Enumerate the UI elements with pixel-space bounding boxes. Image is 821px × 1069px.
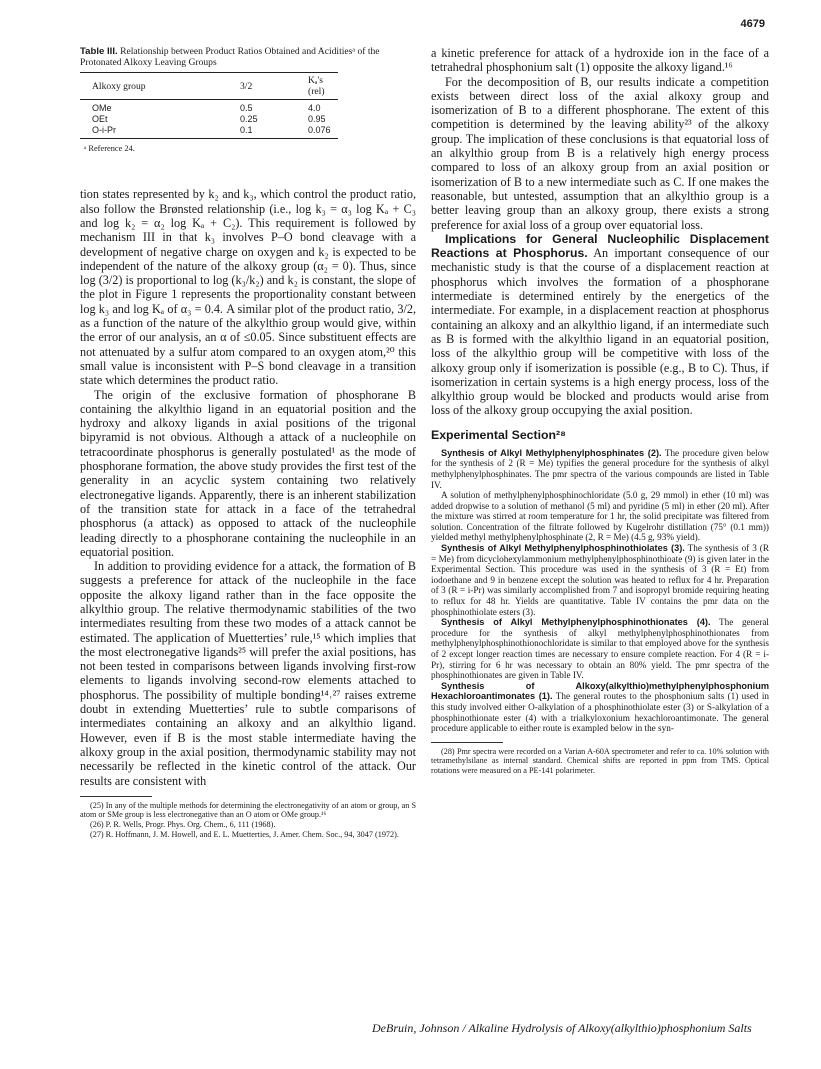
subsection-heading: Synthesis of Alkoxy(alkylthio)methylphenylphosphonium Hexachloroantimonates (1). [431,680,769,702]
footnote-rule [431,742,503,743]
body-paragraph: The origin of the exclusive formation of phosphorane B containing the alkylthio ligand in an equatorial position and the hydroxy and alkoxy ligands in axial positions of the trigonal bipyramid is not obvious. Although a attack of a nucleophile on tetracoordinate phosphorus is generally postulated¹ as the mode of phosphorane formation, the above study provides the first test of the generality in an acyclic system containing two relatively electronegative ligands. Apparently, there is an inherent stabilization of the transition state for attack in a face of the tetrahedral phosphorus (a attack) as opposed to attack of the nucleophile leading directly to a phosphorane containing the nucleophile in an equatorial position. [80,387,416,559]
data-table [80,72,338,139]
table-iii [80,46,416,153]
footnote: (28) Pmr spectra were recorded on a Varian A-60A spectrometer and refer to ca. 10% solution with tetramethylsilane as internal standard. Chemical shifts are reported in ppm from TMS. Optical rotations were measured on a PE-141 polarimeter. [431,746,769,775]
table-cell: 4.0 [308,103,321,113]
table-row [80,125,338,139]
body-paragraph: For the decomposition of B, our results indicate a competition exists between direct loss of the axial alkoxy group and isomerization of B to a different phosphorane. The extent of this competition is determined by the leaving ability²³ of the alkoxy group. The implication of these conclusions is that equatorial loss of an alkylthio group from B is a relatively high energy process compared to loss of an alkoxy group from an axial position or isomerization of B to a new intermediate such as C. If one makes the reasonable, but untested, assumption that an alkylthio group is a better leaving group than an alkoxy group, there exists a strong preference for axial loss of a group over equatorial loss. [431,74,769,232]
left-footnotes [80,801,416,839]
subsection-heading: Synthesis of Alkyl Methylphenylphosphinates (2). [441,447,662,458]
experimental-paragraph [431,448,769,490]
subsection-text: The synthesis of 3 (R = Me) from dicyclohexylammonium methylphenylphosphinothioate (9) is given later in the Experimental Section. This procedure was used in the synthesis of 3 (R = Et) from iodoethane and 9 in benzene except the solution was heated to reflux for 4 hr. Preparation of 3 (R = i-Pr) was similarly accomplished from 7 and isopropyl bromide requiring heating to reflux for 48 hr. Yields are quantitative. Table IV contains the pmr data on the phosphinothiolate esters (3). [431,543,769,617]
table-cell: 0.95 [308,113,326,124]
page-number: 4679 [740,18,765,30]
subsection-text: The general routes to the phosphonium salts (1) used in this study involved either O-alkylation of a phosphinothiolate ester (3) or S-alkylation of a phosphinothionate ester (4) with a trialkyloxonium hexachloroantimonate. The general procedure applicable to either route is exampled below in the syn- [431,691,770,734]
subsection-text: The procedure given below for the synthesis of 2 (R = Me) typifies the general procedure for the synthesis of alkyl methylphenylphosphinates. The pmr spectra of the various compounds are listed in Table IV. [431,447,769,490]
table-cell: 0.5 [240,103,253,113]
experimental-paragraph [431,681,769,734]
subsection-heading: Synthesis of Alkyl Methylphenylphosphinothiolates (3). [441,543,685,554]
table-row [80,100,338,114]
table-row [80,114,338,125]
running-footer: DeBruin, Johnson / Alkaline Hydrolysis of Alkoxy(alkylthio)phosphonium Salts [372,1021,752,1035]
table-caption-text: Relationship between Product Ratios Obtained and Aciditiesᵃ of the Protonated Alkoxy Leaving Groups [80,46,380,68]
footnote: (25) In any of the multiple methods for determining the electronegativity of an atom or group, an S atom or SMe group is less electronegative than an O atom or OMe group.¹⁶ [80,800,416,820]
section-heading: Implications for General Nucleophilic Displacement Reactions at Phosphorus. [431,231,769,261]
right-column [431,46,769,776]
footnote: (26) P. R. Wells, Progr. Phys. Org. Chem., 6, 111 (1968). [90,820,276,830]
table-cell: O-i-Pr [80,125,236,139]
table-cell: 0.1 [236,125,304,139]
table-cell: 0.076 [304,125,338,139]
section-text: An important consequence of our mechanistic study is that the course of a displacement reaction at phosphorus which involves the formation of a phosphorane intermediate is determined entirely by the energetics of the intermediate. For example, in a displacement reaction at phosphorus containing an alkoxy and an alkylthio ligand, if an intermediate such as B is formed with the alkylthio ligand in an equatorial position, loss of the alkylthio group will be competitive with loss of the alkoxy group only if isomerization is possible (e.g., B to C). Thus, if isomerization in certain systems is a high energy process, loss of the alkylthio group would be blocked and products would arise from loss of the alkoxy group occupying the axial position. [431,246,769,418]
experimental-paragraph [431,543,769,617]
experimental-paragraph [431,490,769,543]
table-cell: 0.25 [240,113,258,124]
subsection-text: The general procedure for the synthesis of alkyl methylphenylphosphinothionates from methylphenylphosphinothionochloridate is similar to that employed above for the synthesis of 2 except longer reaction times are necessary to ensure complete reaction. For 4 (R = i-Pr), stirring for 6 hr was necessary to obtain an 80% yield. The pmr spectra of the phosphinothionates are given in Table IV. [431,617,769,681]
table-header-cell: 3/2 [236,73,304,100]
experimental-section [431,448,769,734]
table-caption-label: Table III. [80,46,118,57]
table-caption [80,46,416,68]
table-header-row [80,73,338,100]
body-paragraph: a kinetic preference for attack of a hydroxide ion in the face of a tetrahedral phosphonium salt (1) opposite the alkoxy ligand.¹⁶ [431,46,769,75]
footnote-rule [80,796,152,797]
table-header-cell: Kₐ's (rel) [304,73,338,100]
subsection-text: A solution of methylphenylphosphinochloridate (5.0 g, 29 mmol) in ether (10 ml) was added dropwise to a solution of methanol (5 ml) and pyridine (5 ml) in ether (20 ml). After the mixture was stirred at room temperature for 1 hr, the solid precipitate was filtered from solution. Concentration of the filtrate followed by Kugelrohr distillation (75° (0.1 mm)) yielded methyl methylphenylphosphinate (2, R = Me) (4.5 g, 93% yield). [431,490,769,543]
table-header-cell: Alkoxy group [80,73,236,100]
body-paragraph: tion states represented by k₂ and k₃, which control the product ratio, also follow the Brønsted relationship (i.e., log k₃ = α₃ log Kₐ + C₃ and log k₂ = α₂ log Kₐ + C₂). This requirement is followed by mechanism III in that k₃ involves P–O bond cleavage with a development of negative charge on oxygen and k₂ is expected to be independent of the nature of the alkoxy group (α₂ = 0). Thus, since log (3/2) is proportional to log (k₃/k₂) and k₂ is constant, the slope of the plot in Figure 1 represents the proportionality constant between log k₃ and log Kₐ of α₃ = 0.4. A similar plot of the product ratio, 3/2, as a function of the nature of the alkylthio group would give, within the error of our analysis, an α of ≤0.05. Since substituent effects are not attenuated by a sulfur atom compared to an oxygen atom,²⁰ this small value is inconsistent with P–S bond cleavage in a transition state which determines the product ratio. [80,187,416,388]
right-footnotes [431,747,769,776]
table-footnote: ᵃ Reference 24. [84,144,135,154]
body-paragraph: In addition to providing evidence for a attack, the formation of B suggests a preference for attack of the nucleophile in the face opposite the alkoxy ligand rather than in the face opposite the alkylthio group. The relative thermodynamic stabilities of the two intermediates resulting from these two modes of a attack cannot be estimated. The application of Muetterties’ rule,¹⁵ which implies that the most electronegative ligands²⁵ will prefer the axial positions, has not been tested in comparisons between ligands involving first-row elements to ligands involving second-row elements attached to phosphorus. The possibility of multiple bonding¹⁴˒²⁷ raises extreme doubt in extending Muetterties’ rule to subtle comparisons of intermediates containing an alkoxy and an alkylthio ligand. However, even if B is the most stable intermediate having the alkoxy group in the axial position, thermodynamic stability may not necessarily be reflected in the kinetic control of the attack. Our results are consistent with [80,559,416,788]
subsection-heading: Synthesis of Alkyl Methylphenylphosphinothionates (4). [441,617,711,628]
experimental-paragraph [431,617,769,681]
experimental-heading: Experimental Section²⁸ [431,427,566,442]
table-cell: OMe [92,103,112,113]
left-column [80,46,416,839]
body-paragraph [431,232,769,418]
table-cell: OEt [92,113,108,124]
footnote: (27) R. Hoffmann, J. M. Howell, and E. L. Muetterties, J. Amer. Chem. Soc., 94, 3047 (1972). [90,829,399,839]
